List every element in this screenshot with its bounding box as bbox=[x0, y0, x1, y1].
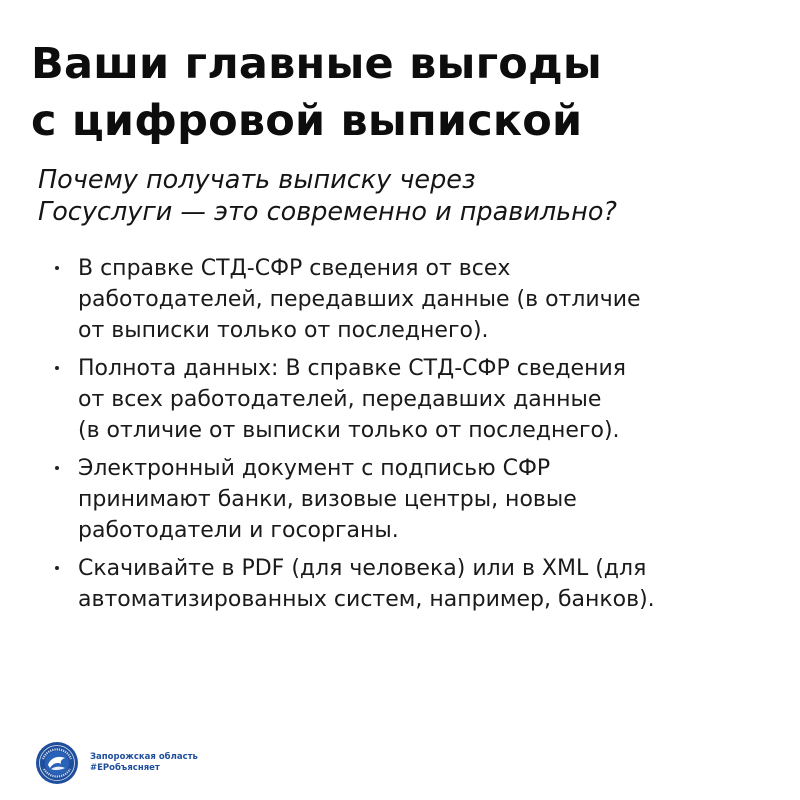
subtitle-line-1: Почему получать выписку через bbox=[38, 165, 476, 195]
list-item-line: от выписки только от последнего). bbox=[78, 318, 489, 343]
list-item-line: работодателей, передавших данные (в отличие bbox=[78, 287, 641, 312]
footer-hashtag: #ЕРобъясняет bbox=[90, 763, 160, 773]
bullet-dot-icon bbox=[55, 266, 59, 270]
bullet-dot-icon bbox=[55, 466, 59, 470]
title-line-2: с цифровой выпиской bbox=[31, 96, 583, 146]
list-item-line: работодатели и госорганы. bbox=[78, 518, 399, 543]
list-item-line: от всех работодателей, передавших данные bbox=[78, 387, 602, 412]
page-title bbox=[31, 36, 602, 150]
title-line-1: Ваши главные выгоды bbox=[31, 39, 602, 89]
bullet-dot-icon bbox=[55, 366, 59, 370]
list-item bbox=[50, 353, 780, 446]
list-item bbox=[50, 453, 780, 546]
list-item-line: принимают банки, визовые центры, новые bbox=[78, 487, 577, 512]
list-item-line: В справке СТД-СФР сведения от всех bbox=[78, 256, 511, 281]
list-item-line: Полнота данных: В справке СТД-СФР сведения bbox=[78, 356, 626, 381]
benefits-list bbox=[50, 253, 780, 622]
list-item-line: автоматизированных систем, например, банков). bbox=[78, 587, 655, 612]
subtitle bbox=[38, 164, 617, 228]
footer-caption bbox=[90, 752, 198, 774]
subtitle-line-2: Госуслуги — это современно и правильно? bbox=[38, 197, 617, 227]
list-item-line: (в отличие от выписки только от последнего). bbox=[78, 418, 620, 443]
bullet-dot-icon bbox=[55, 566, 59, 570]
list-item bbox=[50, 553, 780, 615]
list-item bbox=[50, 253, 780, 346]
list-item-line: Электронный документ с подписью СФР bbox=[78, 456, 551, 481]
footer bbox=[36, 742, 198, 784]
party-logo-icon bbox=[36, 742, 78, 784]
footer-region: Запорожская область bbox=[90, 752, 198, 762]
list-item-line: Скачивайте в PDF (для человека) или в XML (для bbox=[78, 556, 647, 581]
